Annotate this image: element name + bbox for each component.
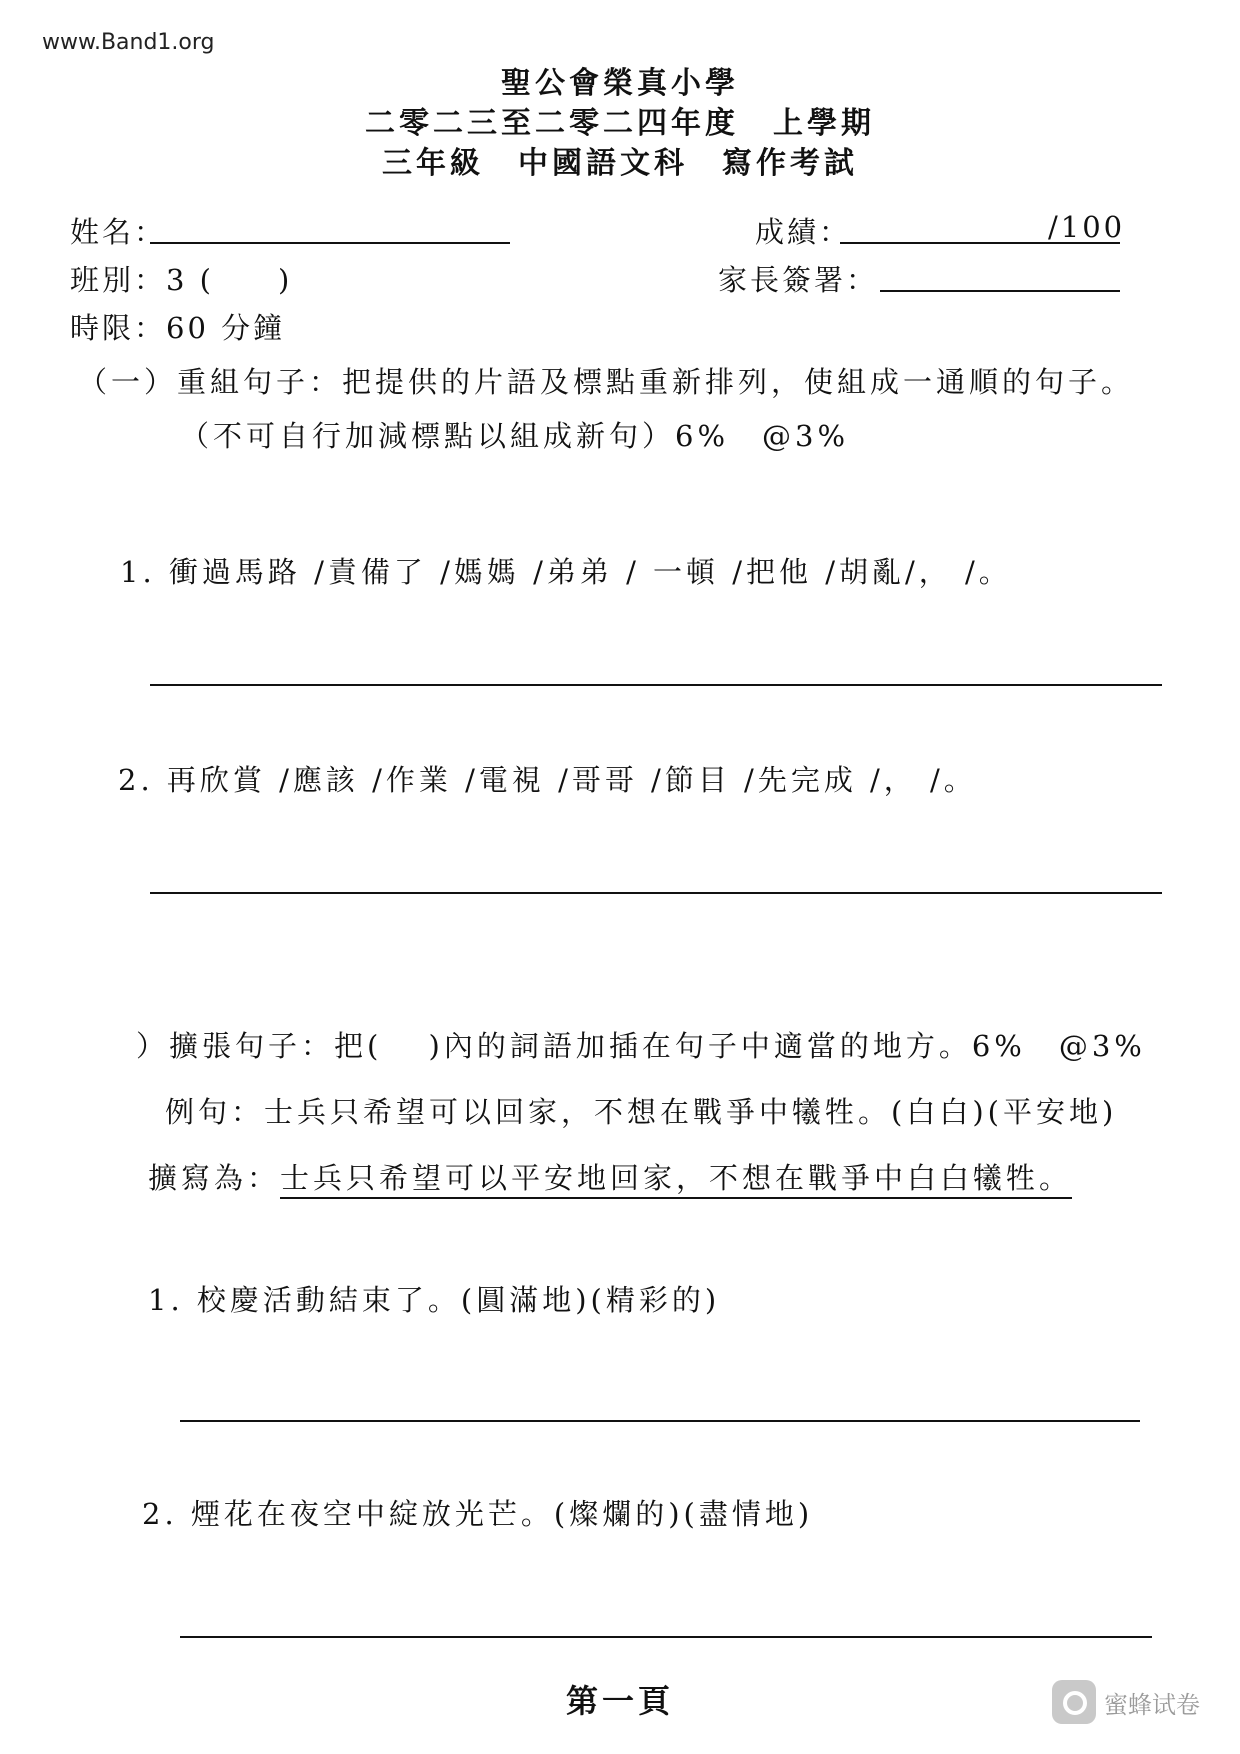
- watermark: [1052, 1680, 1200, 1724]
- class-label: 班別：3 ( ): [70, 263, 293, 297]
- section1-question-2: 2. 再欣賞 /應該 /作業 /電視 /哥哥 /節目 /先完成 /， /。: [118, 763, 977, 797]
- school-name: 聖公會榮真小學: [501, 66, 739, 101]
- section2-question-1: 1. 校慶活動結束了。(圓滿地)(精彩的): [148, 1283, 721, 1317]
- section1-question-1: 1. 衝過馬路 /責備了 /媽媽 /弟弟 / 一頓 /把他 /胡亂/， /。: [120, 555, 1012, 589]
- parent-signature-field[interactable]: [880, 290, 1120, 292]
- score-total: /100: [1048, 210, 1126, 244]
- answer-line-s2-q2[interactable]: [180, 1636, 1152, 1638]
- score-label: 成績：: [755, 215, 852, 249]
- section2-title: ）擴張句子：把( )內的詞語加插在句子中適當的地方。6% @3%: [136, 1029, 1146, 1063]
- name-field[interactable]: [150, 242, 510, 244]
- section1-title: （一）重組句子：把提供的片語及標點重新排列，使組成一通順的句子。: [78, 365, 1135, 399]
- answer-line-s1-q1[interactable]: [150, 684, 1162, 686]
- section2-example: 例句：士兵只希望可以回家，不想在戰爭中犧牲。(白白)(平安地): [165, 1095, 1118, 1129]
- parent-signature-label: 家長簽署：: [718, 263, 879, 297]
- watermark-logo-icon: [1052, 1680, 1096, 1724]
- page-number: 第一頁: [565, 1682, 674, 1720]
- section2-expanded: [148, 1156, 1072, 1197]
- answer-line-s2-q1[interactable]: [180, 1420, 1140, 1422]
- watermark-text: 蜜蜂试卷: [1104, 1690, 1200, 1719]
- exam-title: 三年級 中國語文科 寫作考試: [382, 146, 858, 181]
- time-limit: 時限：60 分鐘: [70, 311, 286, 345]
- academic-year: 二零二三至二零二四年度 上學期: [365, 106, 875, 141]
- section1-note: （不可自行加減標點以組成新句）6% @3%: [180, 419, 850, 453]
- name-label: 姓名：: [70, 215, 167, 249]
- answer-line-s1-q2[interactable]: [150, 892, 1162, 894]
- expanded-label: 擴寫為：: [148, 1161, 281, 1195]
- section2-question-2: 2. 煙花在夜空中綻放光芒。(燦爛的)(盡情地): [142, 1497, 814, 1531]
- site-url: www.Band1.org: [42, 30, 215, 55]
- expanded-sentence: 士兵只希望可以平安地回家，不想在戰爭中白白犧牲。: [280, 1161, 1072, 1199]
